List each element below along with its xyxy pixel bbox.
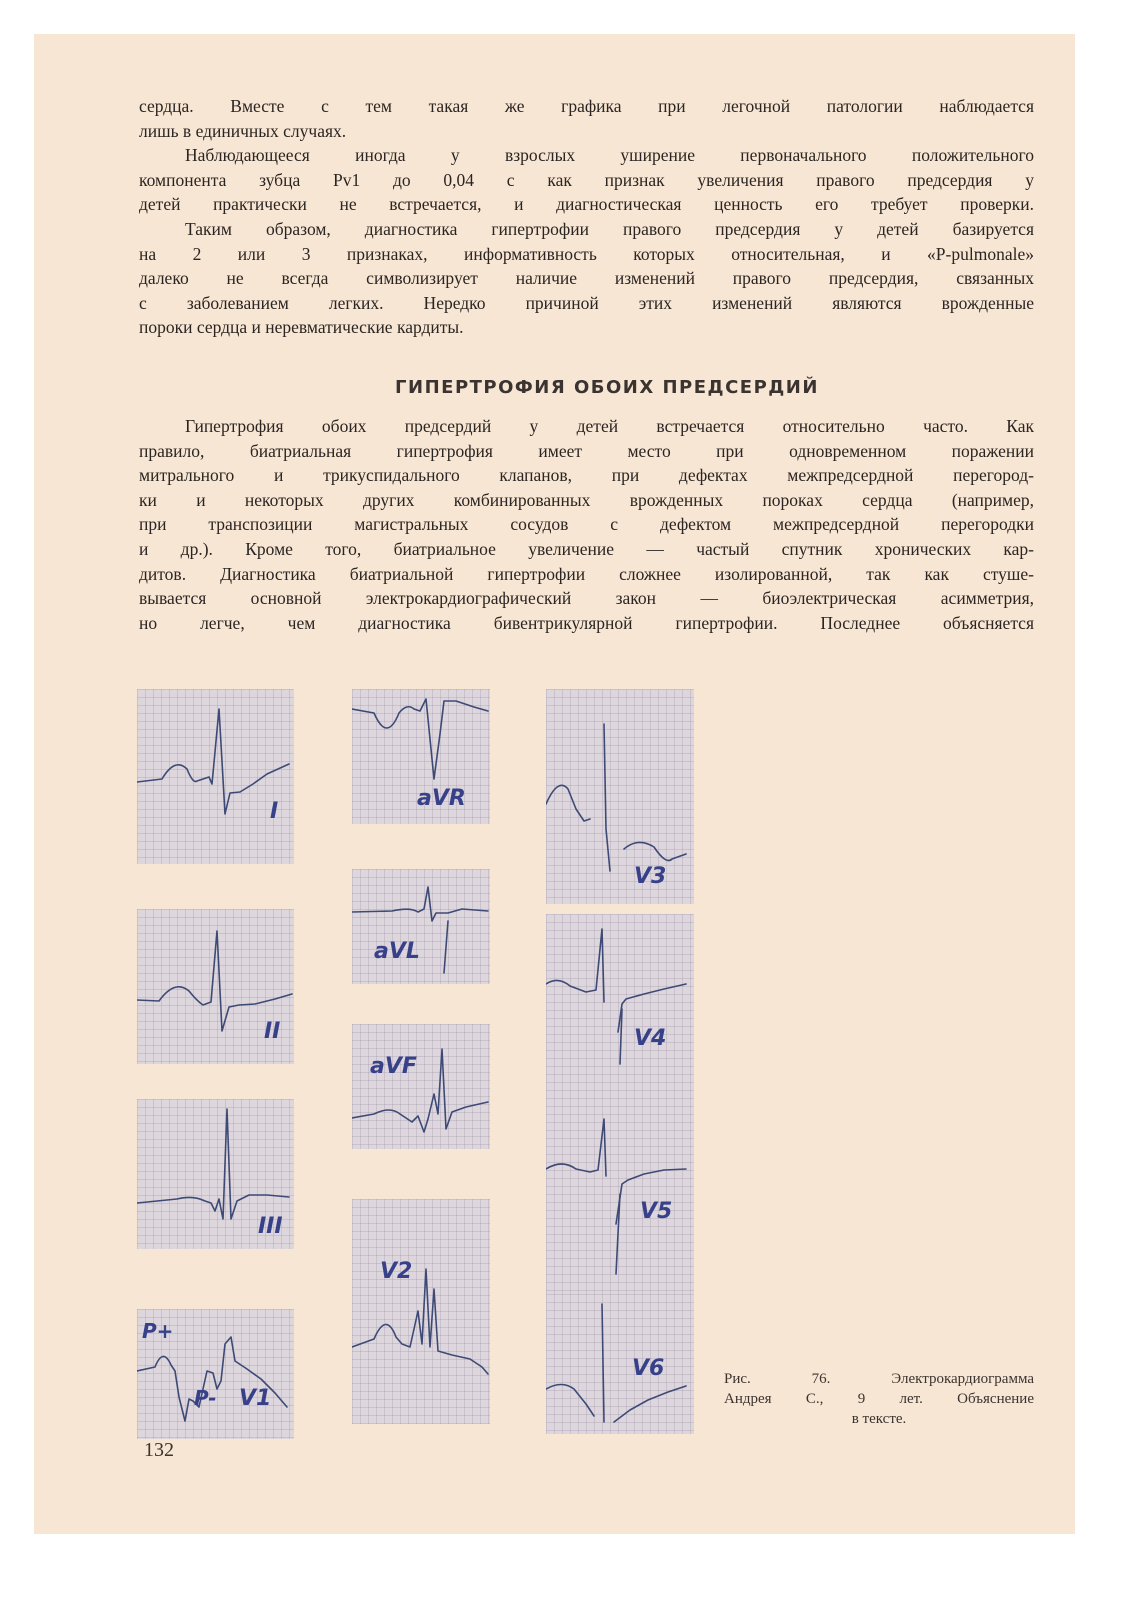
ecg-strip-lead-V3 [546, 689, 694, 904]
ecg-strip-lead-I [137, 689, 294, 864]
text-line: пороки сердца и неревматические кардиты. [139, 317, 464, 338]
ecg-strip-lead-V2 [352, 1199, 490, 1424]
text-line: при транспозиции магистральных сосудов с дефектом межпредсердной перегородки [139, 514, 1034, 535]
ecg-strip-lead-aVL [352, 869, 490, 984]
paragraph-top [139, 94, 1034, 340]
lead-label-V4: V4 [634, 1026, 667, 1051]
ecg-strip-lead-aVF [352, 1024, 490, 1149]
text-line: с заболеванием легких. Нередко причиной этих изменений являются врожденные [139, 292, 1034, 313]
text-line: митрального и трикуспидального клапанов, при дефектах межпредсердной перегород- [139, 465, 1034, 486]
text-line: сердца. Вместе с тем такая же графика при легочной патологии наблюдается [139, 96, 1034, 116]
lead-label-II: II [264, 1019, 281, 1044]
page-number: 132 [144, 1439, 174, 1461]
caption-line: в тексте. [851, 1411, 907, 1427]
text-line: далеко не всегда символизирует наличие изменений правого предсердия, связанных [139, 268, 1034, 289]
text-line: и др.). Кроме того, биатриальное увеличение — частый спутник хронических кар- [139, 538, 1034, 559]
text-line: но легче, чем диагностика бивентрикулярной гипертрофии. Последнее объясняется [139, 612, 1034, 633]
text-line: Таким образом, диагностика гипертрофии правого предсердия у детей базируется [185, 218, 1034, 239]
text-line: правило, биатриальная гипертрофия имеет место при одновременном поражении [139, 440, 1034, 461]
caption-line: Рис. 76. Электрокардиограмма [724, 1371, 1034, 1387]
text-line: Гипертрофия обоих предсердий у детей встречается относительно часто. Как [185, 416, 1034, 436]
p-minus-marker: P- [194, 1386, 217, 1410]
lead-label-V3: V3 [634, 864, 667, 889]
ecg-strip-lead-V6 [546, 1294, 694, 1434]
lead-label-aVF: aVF [370, 1054, 417, 1079]
lead-label-V6: V6 [632, 1356, 665, 1381]
section-heading: ГИПЕРТРОФИЯ ОБОИХ ПРЕДСЕРДИЙ [395, 377, 819, 398]
lead-label-I: I [270, 799, 279, 824]
p-plus-marker: P+ [142, 1319, 174, 1343]
ecg-strip-lead-V4 [546, 914, 694, 1114]
text-line: ки и некоторых других комбинированных врожденных пороках сердца (например, [139, 489, 1034, 510]
book-page [34, 34, 1075, 1534]
text-line: вывается основной электрокардиографический закон — биоэлектрическая асимметрия, [139, 588, 1034, 609]
text-line: на 2 или 3 признаках, информативность которых относительная, и «P-pulmonale» [139, 243, 1034, 264]
lead-label-aVL: aVL [374, 939, 420, 964]
lead-label-V1: V1 [239, 1386, 272, 1411]
text-line: дитов. Диагностика биатриальной гипертрофии сложнее изолированной, так как стуше- [139, 563, 1034, 584]
text-line: лишь в единичных случаях. [139, 120, 347, 141]
lead-label-V2: V2 [380, 1259, 413, 1284]
lead-label-V5: V5 [640, 1199, 673, 1224]
paragraph-bottom [139, 414, 1034, 635]
text-line: Наблюдающееся иногда у взрослых уширение первоначального положительного [185, 145, 1034, 166]
caption-line: Андрея С., 9 лет. Объяснение [724, 1391, 1034, 1407]
lead-label-aVR: aVR [417, 786, 466, 811]
text-line: компонента зубца Pv1 до 0,04 с как признак увеличения правого предсердия у [139, 169, 1034, 190]
text-line: детей практически не встречается, и диагностическая ценность его требует проверки. [139, 194, 1034, 215]
lead-label-III: III [258, 1214, 283, 1239]
figure-caption [724, 1369, 1034, 1429]
